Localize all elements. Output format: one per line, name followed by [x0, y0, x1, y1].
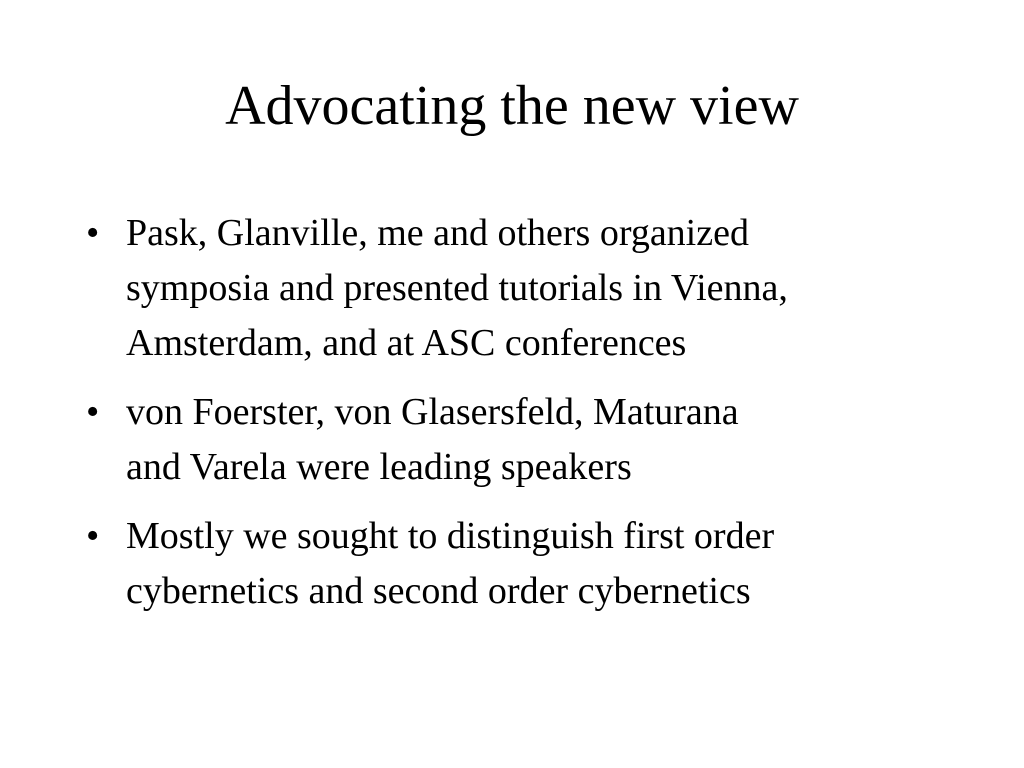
bullet-item: [80, 206, 940, 371]
bullet-text-line: symposia and presented tutorials in Vienna,: [126, 267, 788, 309]
bullet-text-line: Amsterdam, and at ASC conferences: [126, 322, 687, 364]
bullet-icon: •: [86, 212, 100, 254]
bullet-icon: •: [86, 391, 100, 433]
bullet-text-line: von Foerster, von Glasersfeld, Maturana: [126, 391, 739, 433]
bullet-text-line: Pask, Glanville, me and others organized: [126, 212, 749, 254]
bullet-list: [80, 206, 940, 633]
bullet-icon: •: [86, 515, 100, 557]
bullet-text-line: Mostly we sought to distinguish first order: [126, 515, 775, 557]
bullet-text-line: and Varela were leading speakers: [126, 446, 632, 488]
bullet-text-line: cybernetics and second order cybernetics: [126, 570, 751, 612]
bullet-item: [80, 385, 940, 495]
slide-title: Advocating the new view: [225, 75, 799, 137]
bullet-item: [80, 509, 940, 619]
